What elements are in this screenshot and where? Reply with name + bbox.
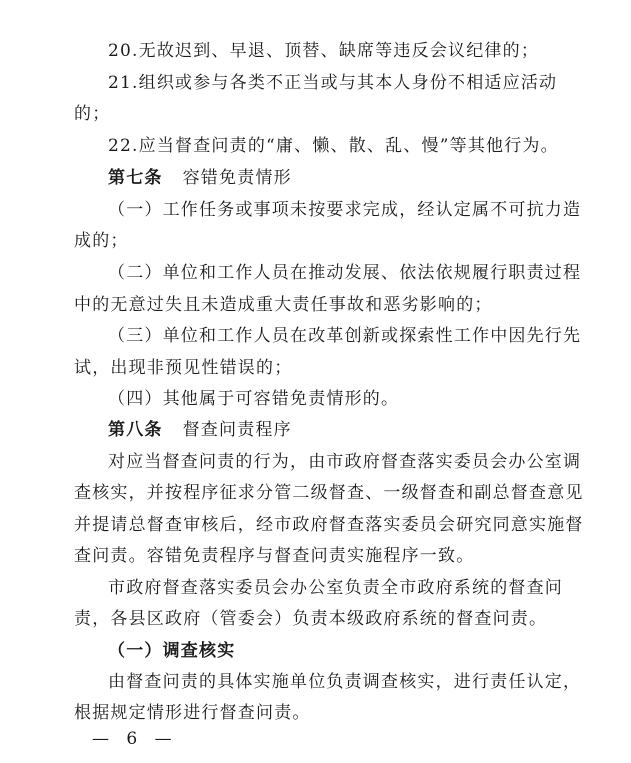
article-title: 督查问责程序 [182, 420, 292, 440]
paragraph-line: 22.应当督查问责的“庸、懒、散、乱、慢”等其他行为。 [108, 136, 559, 156]
paragraph-line: 根据规定情形进行督查问责。 [74, 703, 311, 723]
article-title: 容错免责情形 [182, 168, 292, 188]
paragraph-line: 的； [74, 104, 111, 124]
section-heading: （一）调查核实 [108, 641, 236, 661]
paragraph-line: 并提请总督查审核后，经市政府督查落实委员会研究同意实施督 [74, 515, 584, 535]
paragraph-line: （二）单位和工作人员在推动发展、依法依规履行职责过程 [108, 263, 582, 283]
article-number: 第八条 [108, 420, 163, 440]
article-heading [108, 419, 608, 441]
paragraph-line: 试，出现非预见性错误的； [74, 358, 293, 378]
paragraph-line: 20.无故迟到、早退、顶替、缺席等违反会议纪律的； [108, 41, 540, 61]
paragraph-line: 责，各县区政府（管委会）负责本级政府系统的督查问责。 [74, 609, 548, 629]
paragraph-line: 市政府督查落实委员会办公室负责全市政府系统的督查问 [108, 578, 563, 598]
paragraph-line: （三）单位和工作人员在改革创新或探索性工作中因先行先 [108, 326, 582, 346]
paragraph-line: 中的无意过失且未造成重大责任事故和恶劣影响的； [74, 295, 493, 315]
paragraph-line: 对应当督查问责的行为，由市政府督查落实委员会办公室调 [108, 452, 582, 472]
paragraph-line: 查核实，并按程序征求分管二级督查、一级督查和副总督查意见 [74, 483, 584, 503]
paragraph-line: 由督查问责的具体实施单位负责调查核实，进行责任认定， [108, 672, 582, 692]
paragraph-line: 查问责。容错免责程序与督查问责实施程序一致。 [74, 546, 475, 566]
article-number: 第七条 [108, 168, 163, 188]
paragraph-line: 21.组织或参与各类不正当或与其本人身份不相适应活动 [108, 73, 558, 93]
paragraph-line: （一）工作任务或事项未按要求完成，经认定属不可抗力造 [108, 200, 582, 220]
article-heading [108, 167, 608, 189]
paragraph-line: （四）其他属于可容错免责情形的。 [108, 389, 400, 409]
paragraph-line: 成的； [74, 231, 129, 251]
page-number: — 6 — [92, 729, 178, 749]
